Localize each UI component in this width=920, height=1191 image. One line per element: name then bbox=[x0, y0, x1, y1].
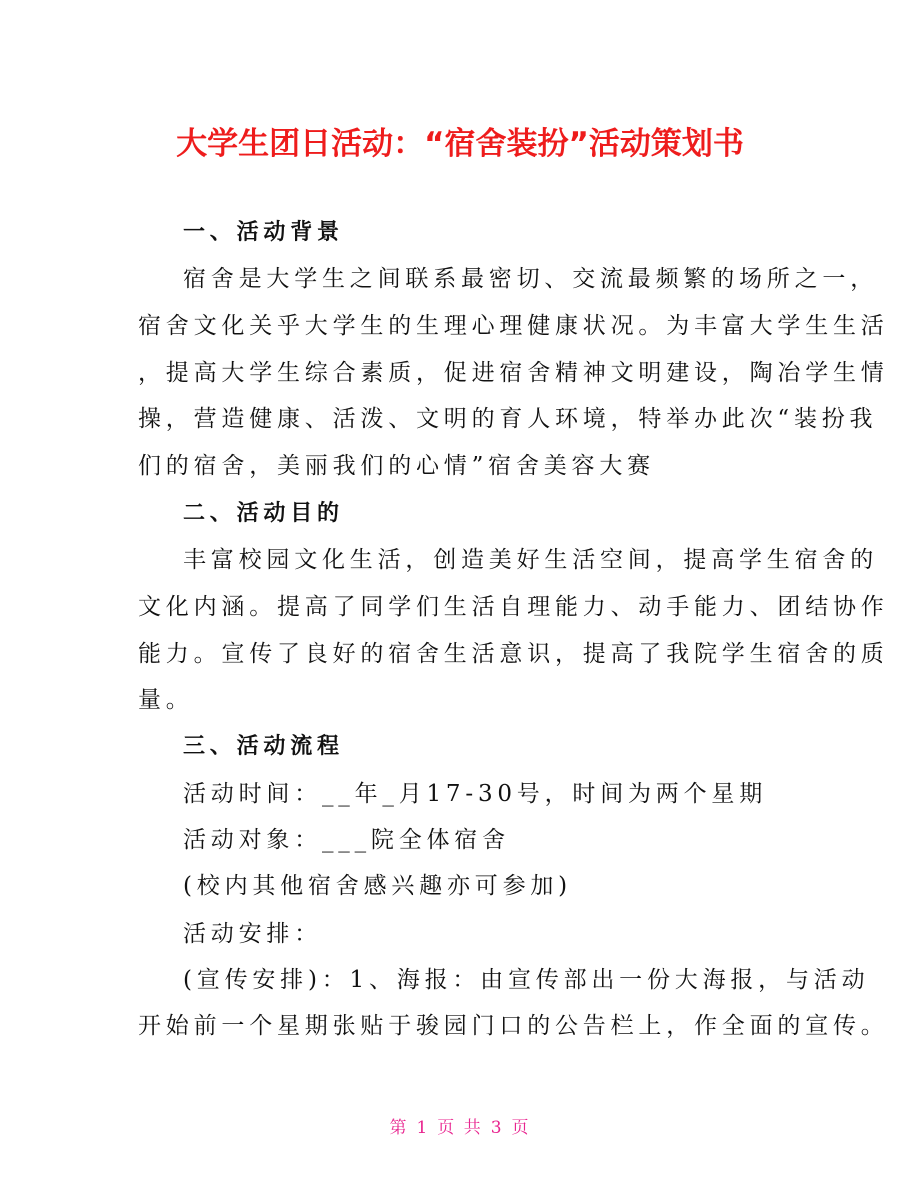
total-pages: 3 bbox=[490, 1118, 504, 1138]
section-heading: 一、活动背景 bbox=[183, 220, 344, 245]
footer-middle: 页 共 bbox=[437, 1118, 483, 1138]
paragraph-line: 开始前一个星期张贴于骏园门口的公告栏上，作全面的宣传。 bbox=[138, 1013, 889, 1039]
paragraph-line: 文化内涵。提高了同学们生活自理能力、动手能力、团结协作 bbox=[138, 594, 889, 620]
footer-prefix: 第 bbox=[389, 1118, 409, 1138]
paragraph-line: 量。 bbox=[138, 687, 194, 713]
paragraph-line: ，提高大学生综合素质，促进宿舍精神文明建设，陶冶学生情 bbox=[138, 360, 889, 386]
paragraph-line: 活动安排： bbox=[183, 921, 322, 947]
paragraph-line: (宣传安排)：1、海报：由宣传部出一份大海报，与活动 bbox=[183, 967, 870, 993]
paragraph-line: 丰富校园文化生活，创造美好生活空间，提高学生宿舍的 bbox=[183, 547, 878, 573]
paragraph-line: (校内其他宿舍感兴趣亦可参加) bbox=[183, 873, 572, 899]
paragraph-line: 活动对象：___院全体宿舍 bbox=[183, 827, 510, 853]
paragraph-line: 宿舍文化关乎大学生的生理心理健康状况。为丰富大学生生活 bbox=[138, 313, 889, 339]
paragraph-line: 们的宿舍，美丽我们的心情”宿舍美容大赛 bbox=[138, 453, 655, 479]
document-title: 大学生团日活动：“宿舍装扮”活动策划书 bbox=[176, 126, 744, 162]
paragraph-line: 能力。宣传了良好的宿舍生活意识，提高了我院学生宿舍的质 bbox=[138, 641, 889, 667]
paragraph-line: 活动时间：__年_月17-30号，时间为两个星期 bbox=[183, 781, 768, 807]
section-heading: 三、活动流程 bbox=[183, 734, 344, 759]
section-heading: 二、活动目的 bbox=[183, 501, 344, 526]
paragraph-line: 宿舍是大学生之间联系最密切、交流最频繁的场所之一， bbox=[183, 266, 878, 292]
paragraph-line: 操，营造健康、活泼、文明的育人环境，特举办此次“装扮我 bbox=[138, 406, 878, 432]
page-footer bbox=[0, 1113, 920, 1138]
current-page: 1 bbox=[416, 1118, 430, 1138]
footer-suffix: 页 bbox=[511, 1118, 531, 1138]
